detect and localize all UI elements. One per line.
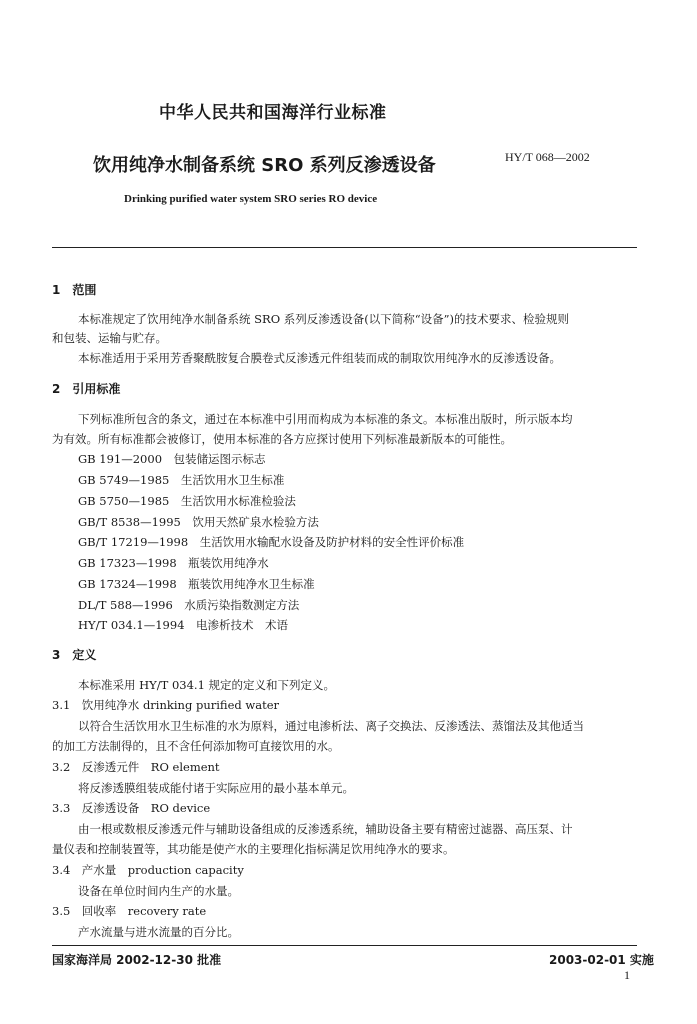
definition-3-4-line-1: 设备在单位时间内生产的水量。 (78, 884, 239, 898)
definition-3-4-term: 3.4 产水量 production capacity (52, 863, 244, 877)
section-1-heading: 1 范围 (52, 283, 97, 297)
section-1-para-2: 本标准适用于采用芳香聚酰胺复合膜卷式反渗透元件组装而成的制取饮用纯净水的反渗透设备。 (78, 351, 561, 365)
reference-item: GB 191—2000 包装储运图示标志 (78, 452, 266, 466)
header-divider (52, 247, 637, 248)
section-3-intro: 本标准采用 HY/T 034.1 规定的定义和下列定义。 (78, 678, 336, 692)
definition-3-2-line-1: 将反渗透膜组装成能付诸于实际应用的最小基本单元。 (78, 781, 354, 795)
section-3-heading: 3 定义 (52, 648, 97, 662)
reference-item: GB/T 8538—1995 饮用天然矿泉水检验方法 (78, 515, 319, 529)
definition-3-1-line-1: 以符合生活饮用水卫生标准的水为原料，通过电渗析法、离子交换法、反渗透法、蒸馏法及其他适当 (78, 719, 584, 733)
definition-3-1-term: 3.1 饮用纯净水 drinking purified water (52, 698, 280, 712)
section-1-para-1-line-1: 本标准规定了饮用纯净水制备系统 SRO 系列反渗透设备(以下简称“设备”)的技术要求、检验规则 (78, 312, 570, 326)
definition-3-5-line-1: 产水流量与进水流量的百分比。 (78, 925, 239, 939)
reference-item: GB 17323—1998 瓶装饮用纯净水 (78, 556, 269, 570)
issuing-org-line: 中华人民共和国海洋行业标准 (159, 103, 387, 123)
definition-3-1-line-2: 的加工方法制得的，且不含任何添加物可直接饮用的水。 (52, 739, 340, 753)
reference-item: HY/T 034.1—1994 电渗析技术 术语 (78, 618, 289, 632)
standard-code: HY/T 068—2002 (505, 150, 590, 164)
document-title: 饮用纯净水制备系统 SRO 系列反渗透设备 (93, 155, 436, 176)
definition-3-5-term: 3.5 回收率 recovery rate (52, 904, 207, 918)
footer-divider (52, 945, 637, 946)
section-2-para-line-1: 下列标准所包含的条文，通过在本标准中引用而构成为本标准的条文。本标准出版时，所示版本均 (78, 412, 573, 426)
page-number: 1 (624, 968, 630, 982)
reference-item: GB 17324—1998 瓶装饮用纯净水卫生标准 (78, 577, 315, 591)
english-title: Drinking purified water system SRO series RO device (124, 193, 378, 205)
effective-date-line: 2003-02-01 实施 (549, 953, 654, 967)
approval-line: 国家海洋局 2002-12-30 批准 (52, 953, 222, 967)
definition-3-3-line-1: 由一根或数根反渗透元件与辅助设备组成的反渗透系统，辅助设备主要有精密过滤器、高压泵、计 (78, 822, 573, 836)
section-2-para-line-2: 为有效。所有标准都会被修订，使用本标准的各方应探讨使用下列标准最新版本的可能性。 (52, 432, 512, 446)
reference-item: GB/T 17219—1998 生活饮用水输配水设备及防护材料的安全性评价标准 (78, 535, 465, 549)
definition-3-3-term: 3.3 反渗透设备 RO device (52, 801, 211, 815)
reference-item: GB 5749—1985 生活饮用水卫生标准 (78, 473, 285, 487)
section-1-para-1-line-2: 和包装、运输与贮存。 (52, 331, 167, 345)
reference-item: DL/T 588—1996 水质污染指数测定方法 (78, 598, 300, 612)
definition-3-2-term: 3.2 反渗透元件 RO element (52, 760, 220, 774)
section-2-heading: 2 引用标准 (52, 382, 121, 396)
reference-item: GB 5750—1985 生活饮用水标准检验法 (78, 494, 296, 508)
definition-3-3-line-2: 量仪表和控制装置等，其功能是使产水的主要理化指标满足饮用纯净水的要求。 (52, 842, 455, 856)
